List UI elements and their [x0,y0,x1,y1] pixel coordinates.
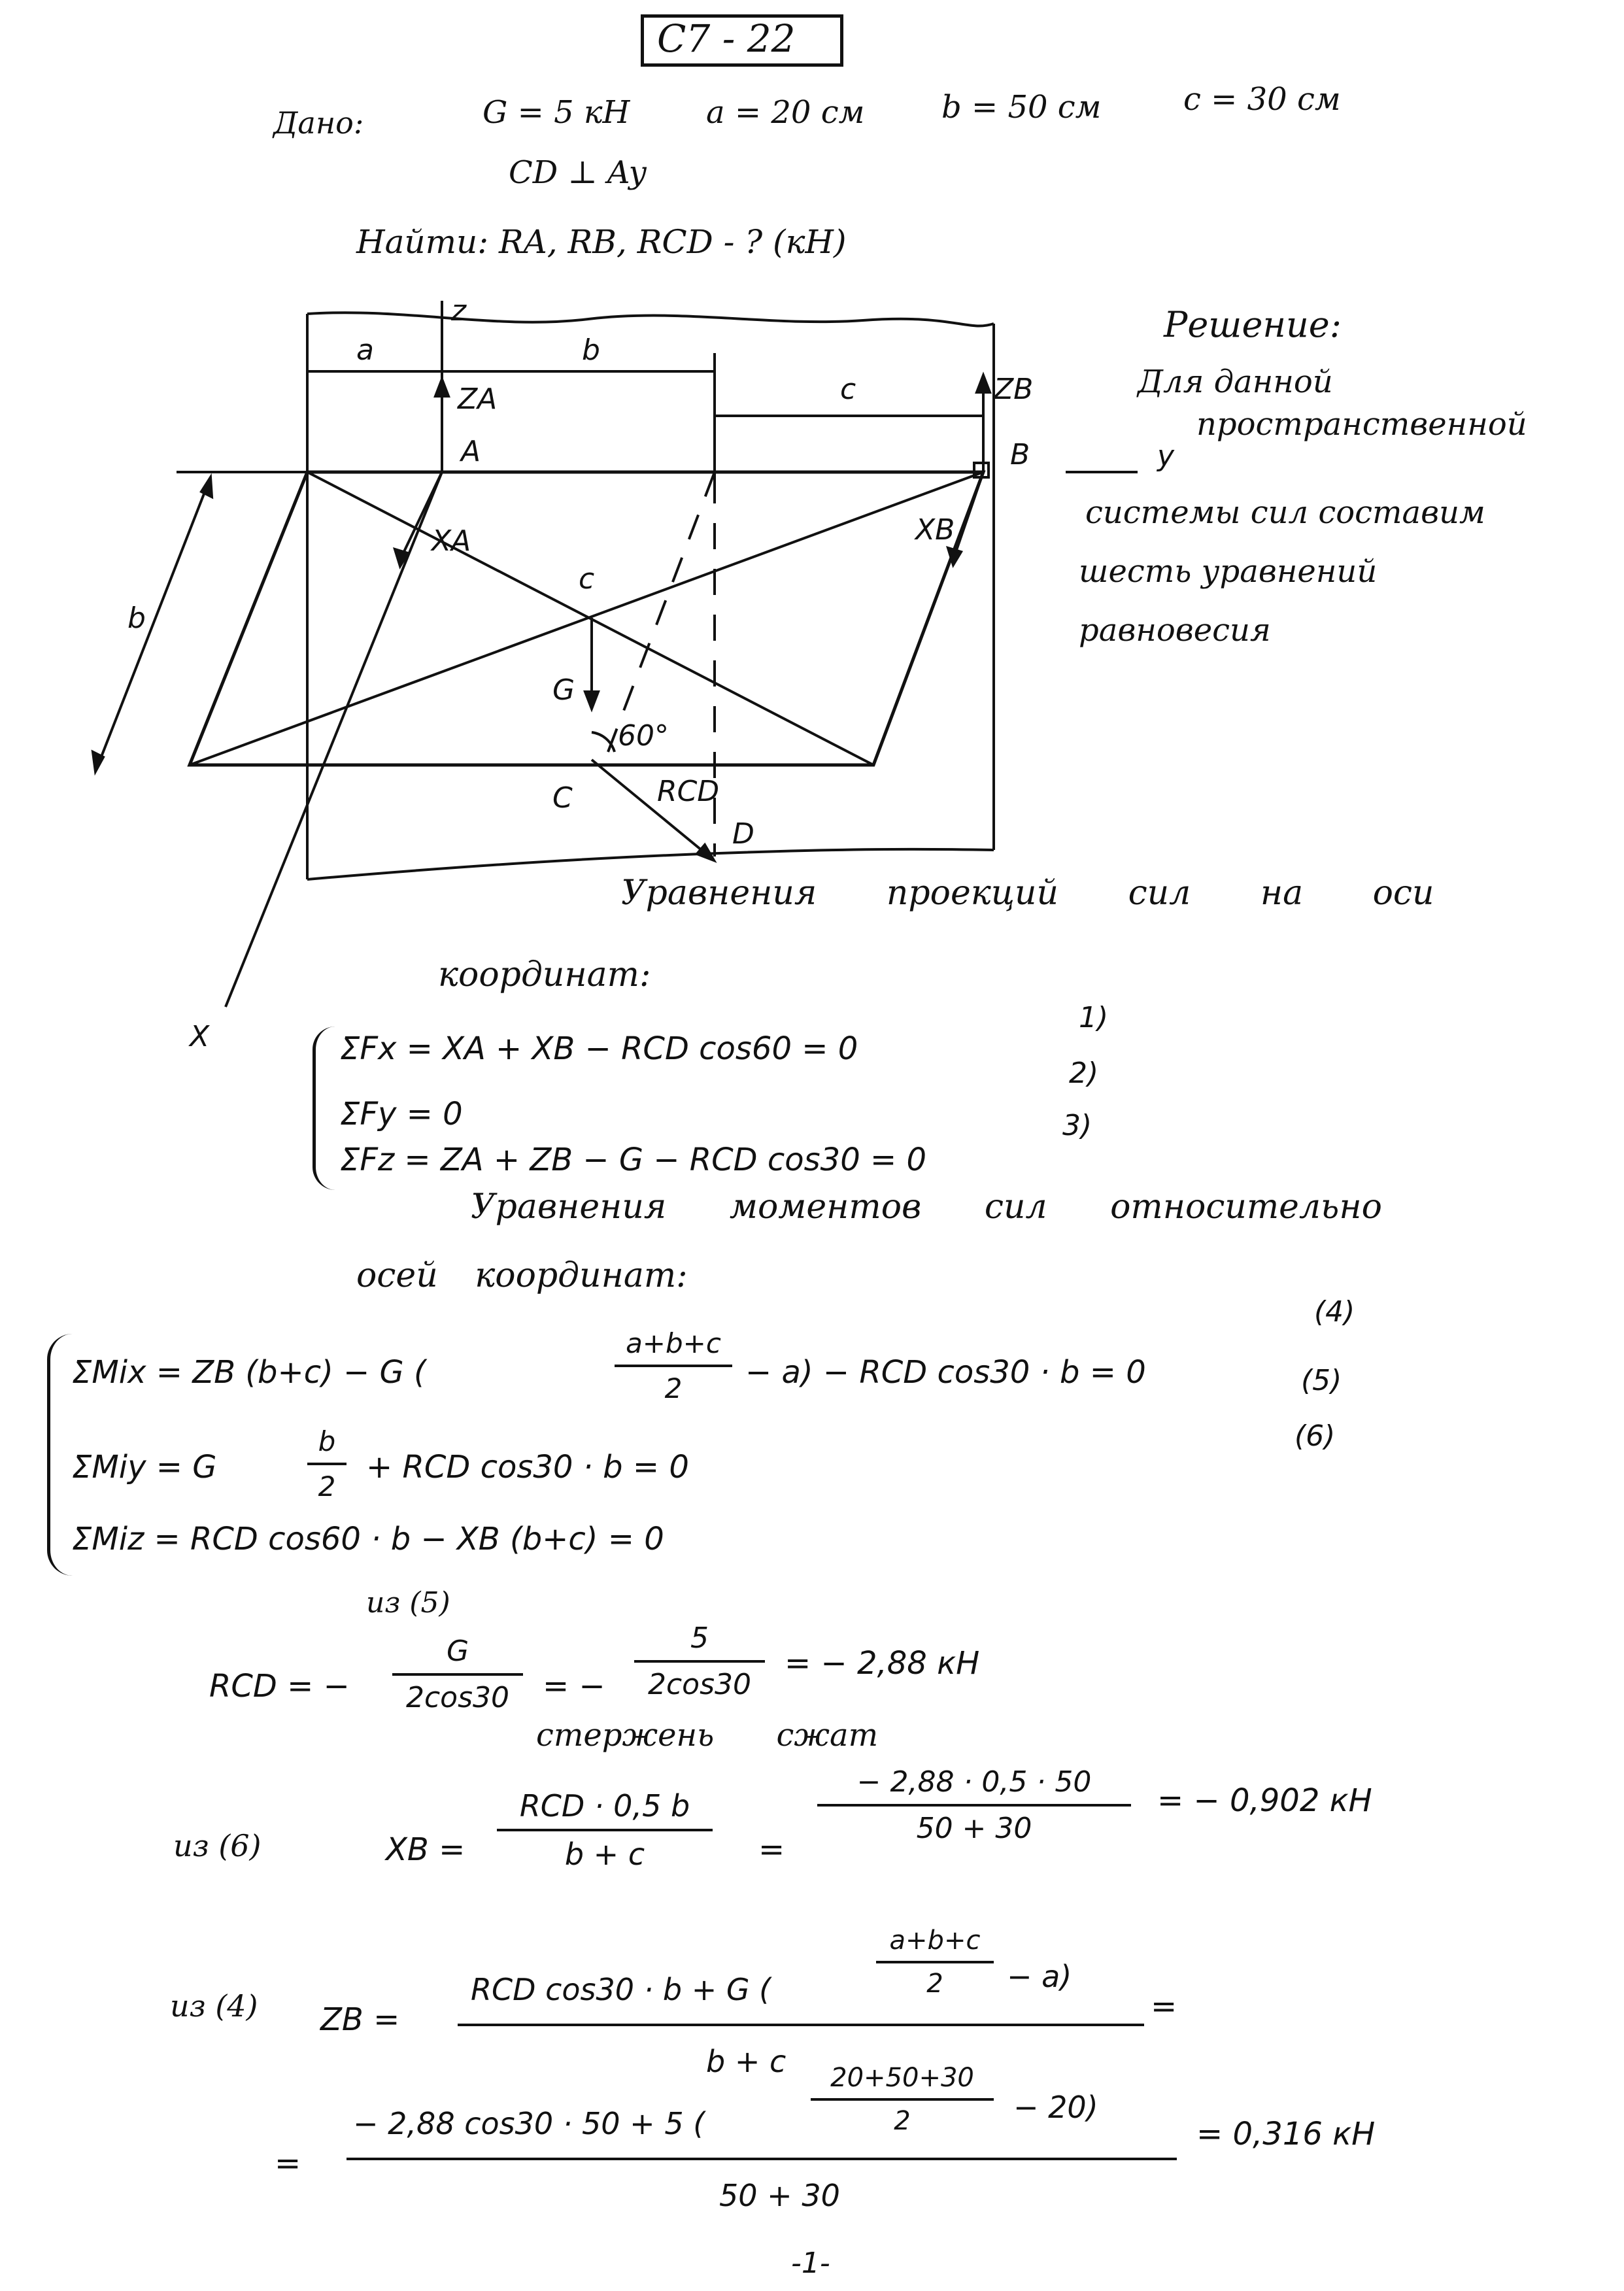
eq-5-right: + RCD cos30 · b = 0 [366,1449,689,1485]
xb-fraction-1-bar [497,1829,713,1831]
label-y: y [1157,439,1175,473]
eq-2-number: 2) [1069,1057,1099,1090]
xb-fraction-2-num: − 2,88 · 0,5 · 50 [856,1765,1092,1799]
zb-numerator-a: RCD cos30 · b + G ( [471,1972,771,2007]
xb-fraction-2-den: 50 + 30 [916,1812,1032,1845]
xb-fraction-1-num: RCD · 0,5 b [519,1788,690,1824]
label-za: ZA [458,382,498,416]
xb-left: XB = [386,1831,465,1868]
xb-result: = − 0,902 кН [1157,1782,1372,1819]
zb2-inner-fraction-den: 2 [894,2106,911,2136]
eq-2: ΣFy = 0 [340,1096,463,1132]
rcd-fraction-2 [634,1621,765,1701]
document-code: C7 - 22 [657,16,796,61]
label-d: D [732,817,754,851]
rcd-left: RCD = − [209,1668,350,1705]
moments-brace [47,1334,73,1576]
label-angle: 60° [618,719,669,753]
eq-1-number: 1) [1079,1001,1109,1034]
page-number: -1- [791,2247,830,2280]
label-b-side: b [127,602,146,635]
from-eq-4: из (4) [170,1988,258,2024]
projections-brace [313,1027,335,1190]
label-x: X [190,1020,210,1053]
rcd-fraction-2-num: 5 [690,1621,709,1655]
given-label: Дано: [273,105,364,141]
from-eq-6: из (6) [173,1828,262,1863]
dim-b-side [98,484,208,765]
label-a: a [356,333,374,367]
eq-5-number: (5) [1301,1364,1342,1397]
rcd-result: = − 2,88 кН [785,1645,980,1682]
rcd-fraction-1-den: 2cos30 [405,1681,510,1714]
label-b-top: b [582,333,600,367]
xb-fraction-2-bar [817,1804,1131,1807]
label-center-c: c [579,562,595,596]
xb-equals: = [758,1831,785,1868]
label-b-point: B [1010,438,1030,471]
rcd-fraction-1-num: G [446,1635,469,1668]
wall-top-edge [307,313,994,326]
zb2-inner-fraction-num: 20+50+30 [830,2063,974,2093]
zb-inner-fraction-bar [876,1961,994,1963]
eq-5-fraction-num: b [318,1425,336,1457]
zb-equals-trailing: = [1151,1988,1177,2025]
label-g: G [552,673,575,707]
given-condition: CD ⊥ Ay [509,154,647,191]
moments-heading-2: осей координат: [356,1256,688,1295]
eq-4-fraction-den: 2 [664,1372,683,1404]
eq-4-fraction [615,1327,732,1404]
zb-inner-fraction-den: 2 [926,1969,943,1999]
solution-line-3: системы сил составим [1085,494,1485,531]
solution-line-5: равновесия [1079,612,1271,649]
label-zb: ZB [994,373,1034,406]
label-xb: XB [915,513,955,547]
rcd-fraction-2-bar [634,1660,765,1663]
xb-arrow [955,472,983,556]
xb-fraction-1 [497,1788,713,1872]
eq-4-right: − a) − RCD cos30 · b = 0 [745,1354,1146,1391]
label-rcd: RCD [657,775,720,808]
eq-3: ΣFz = ZA + ZB − G − RCD cos30 = 0 [340,1142,926,1178]
label-z: z [451,294,467,328]
zb-denominator: b + c [706,2044,787,2079]
given-a: a = 20 см [706,94,865,131]
zb2-fraction-bar [347,2158,1177,2160]
zb-arrowhead [977,375,990,392]
rcd-fraction-2-den: 2cos30 [647,1668,752,1701]
diagonal-2 [190,472,983,765]
rod-compressed-note: стержень сжат [536,1717,879,1754]
g-arrowhead [585,692,598,709]
xb-fraction-1-den: b + c [564,1837,645,1872]
zb-result: = 0,316 кН [1196,2116,1376,2152]
zb2-numerator-b: − 20) [1013,2090,1098,2125]
eq-4-left: ΣMix = ZB (b+c) − G ( [72,1354,426,1391]
label-c: c [840,373,856,406]
projections-heading-1: Уравнения проекций сил на оси [621,874,1434,913]
zb-numerator-b: − a) [1007,1959,1072,1994]
label-c-point: C [552,781,573,815]
xb-fraction-2 [817,1765,1131,1845]
dashed-diag [608,472,715,752]
eq-5-fraction-den: 2 [318,1470,336,1502]
moments-heading-1: Уравнения моментов сил относительно [471,1187,1382,1227]
zb2-equals: = [275,2145,301,2182]
solution-line-4: шесть уравнений [1079,553,1378,590]
eq-6: ΣMiz = RCD cos60 · b − XB (b+c) = 0 [72,1521,664,1557]
eq-6-number: (6) [1294,1419,1336,1453]
eq-5-fraction [307,1425,347,1502]
eq-4-number: (4) [1314,1295,1355,1329]
rcd-fraction-1 [392,1635,523,1714]
eq-5-fraction-bar [307,1463,347,1465]
eq-3-number: 3) [1062,1109,1092,1142]
rcd-fraction-1-bar [392,1673,523,1676]
eq-1: ΣFx = XA + XB − RCD cos60 = 0 [340,1030,858,1067]
given-find: Найти: RA, RB, RCD - ? (кН) [356,223,847,261]
given-c: c = 30 см [1183,81,1341,118]
eq-5-left: ΣMiy = G [72,1449,217,1485]
rcd-mid: = − [543,1668,605,1705]
given-g: G = 5 кН [482,94,630,131]
projections-heading-2: координат: [438,955,651,994]
zb-inner-fraction-num: a+b+c [889,1926,981,1956]
solution-title: Решение: [1164,304,1342,345]
zb2-denominator: 50 + 30 [719,2178,840,2213]
eq-4-fraction-num: a+b+c [626,1327,721,1359]
given-b: b = 50 см [941,89,1102,126]
zb-fraction-bar [458,2024,1144,2026]
zb-left: ZB = [320,2001,400,2038]
from-eq-5: из (5) [366,1586,450,1620]
solution-line-2: пространственной [1196,406,1527,443]
label-a-point: A [461,435,481,468]
zb2-inner-fraction-bar [811,2098,994,2101]
zb-inner-fraction [876,1926,994,1999]
zb2-inner-fraction [811,2063,994,2136]
solution-line-1: Для данной [1138,364,1333,400]
za-arrowhead [435,379,448,396]
eq-4-fraction-bar [615,1365,732,1367]
label-xa: XA [431,524,471,558]
zb2-numerator-a: − 2,88 cos30 · 50 + 5 ( [353,2106,705,2141]
